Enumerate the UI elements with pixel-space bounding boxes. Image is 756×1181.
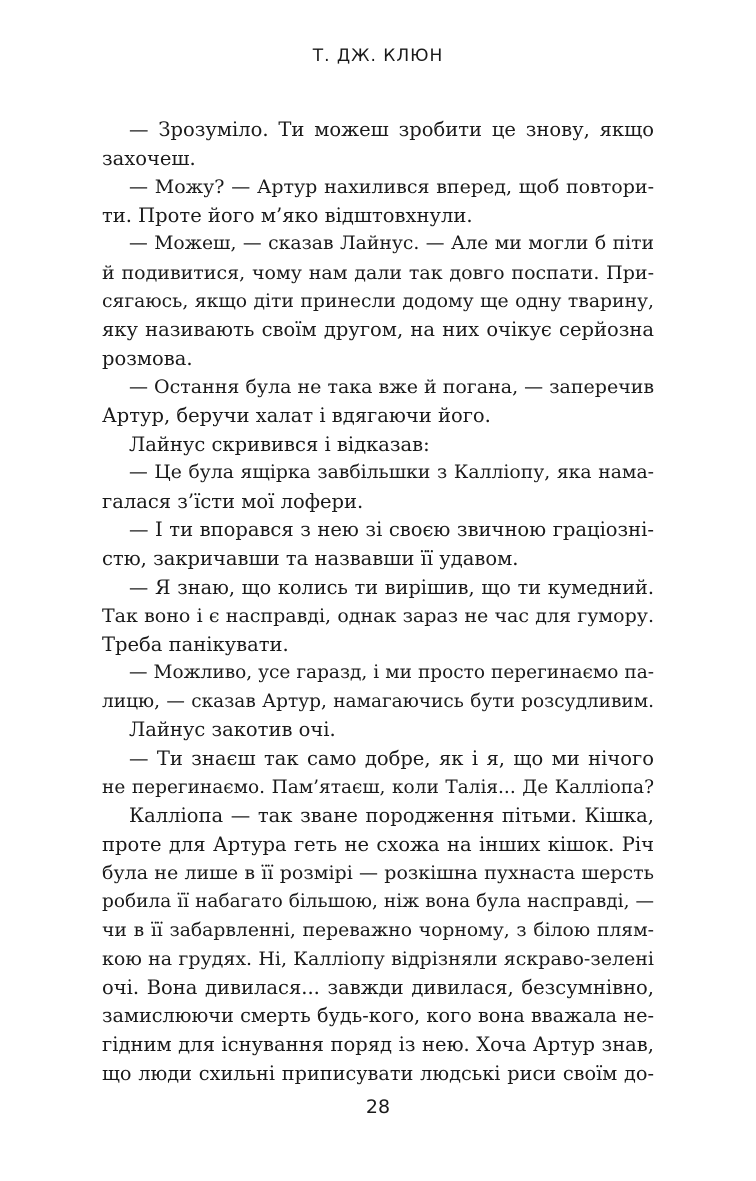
text-line: була не лише в її розмірі — розкішна пухнаста шерсть xyxy=(102,862,654,885)
text-line: гідним для існування поряд із нею. Хоча Артур знав, xyxy=(102,1033,654,1056)
text-line: галася з’їсти мої лофери. xyxy=(102,489,364,513)
text-line: — І ти впорався з нею зі своєю звичною граціозні- xyxy=(129,518,654,542)
text-line: сягаюсь, якщо діти принесли додому ще одну тварину, xyxy=(102,290,654,312)
text-line: й подивитися, чому нам дали так довго поспати. При- xyxy=(102,261,654,284)
text-line: лицю, — сказав Артур, намагаючись бути розсудливим. xyxy=(102,690,654,712)
running-head: Т. ДЖ. КЛЮН xyxy=(312,46,444,66)
text-line: — Це була ящірка завбільшки з Калліопу, яка нама- xyxy=(129,462,654,484)
text-line: замислюючи смерть будь-кого, кого вона вважала не- xyxy=(102,1004,654,1028)
text-line: ти. Проте його м’яко відштовхнули. xyxy=(102,203,473,227)
text-line: Треба панікувати. xyxy=(102,632,289,656)
text-line: кою на грудях. Ні, Калліопу відрізняли яскраво-зелені xyxy=(102,948,654,971)
page-number: 28 xyxy=(365,1096,391,1118)
text-line: Калліопа — так зване породження пітьми. Кішка, xyxy=(129,804,654,828)
text-line: чи в її забарвленні, переважно чорному, з білою плям- xyxy=(102,919,654,941)
text-line: що люди схильні приписувати людські риси своїм до- xyxy=(102,1061,654,1085)
text-line: Так воно і є насправді, однак зараз не час для гумору. xyxy=(102,605,654,628)
text-line: — Можеш, — сказав Лайнус. — Але ми могли б піти xyxy=(129,233,654,255)
text-line: очі. Вона дивилася... завжди дивилася, безсумнівно, xyxy=(102,975,654,999)
body-text xyxy=(102,116,654,1088)
text-line: — Можу? — Артур нахилився вперед, щоб повтори- xyxy=(129,176,654,199)
text-line: яку називають своїм другом, на них очікує серйозна xyxy=(102,318,654,342)
text-line: проте для Артура геть не схожа на інших кішок. Річ xyxy=(102,832,654,856)
text-line: стю, закричавши та назвавши її удавом. xyxy=(102,546,519,570)
text-line: — Ти знаєш так само добре, як і я, що ми нічого xyxy=(129,747,654,771)
text-line: не перегинаємо. Пам’ятаєш, коли Талія... Де Калліопа? xyxy=(102,776,654,798)
text-line: Лайнус закотив очі. xyxy=(129,718,336,742)
text-line: Артур, беручи халат і вдягаючи його. xyxy=(102,403,491,427)
text-line: захочеш. xyxy=(102,146,196,170)
text-line: — Зрозуміло. Ти можеш зробити це знову, якщо xyxy=(129,118,654,141)
text-line: — Остання була не така вже й погана, — заперечив xyxy=(129,376,655,399)
text-line: Лайнус скривився і відказав: xyxy=(129,432,430,456)
text-line: розмова. xyxy=(102,346,193,370)
text-line: — Можливо, усе гаразд, і ми просто перегинаємо па- xyxy=(129,662,654,684)
text-line: робила її набагато більшою, ніж вона була насправді, — xyxy=(102,891,654,913)
text-line: — Я знаю, що колись ти вирішив, що ти кумедний. xyxy=(129,575,654,599)
